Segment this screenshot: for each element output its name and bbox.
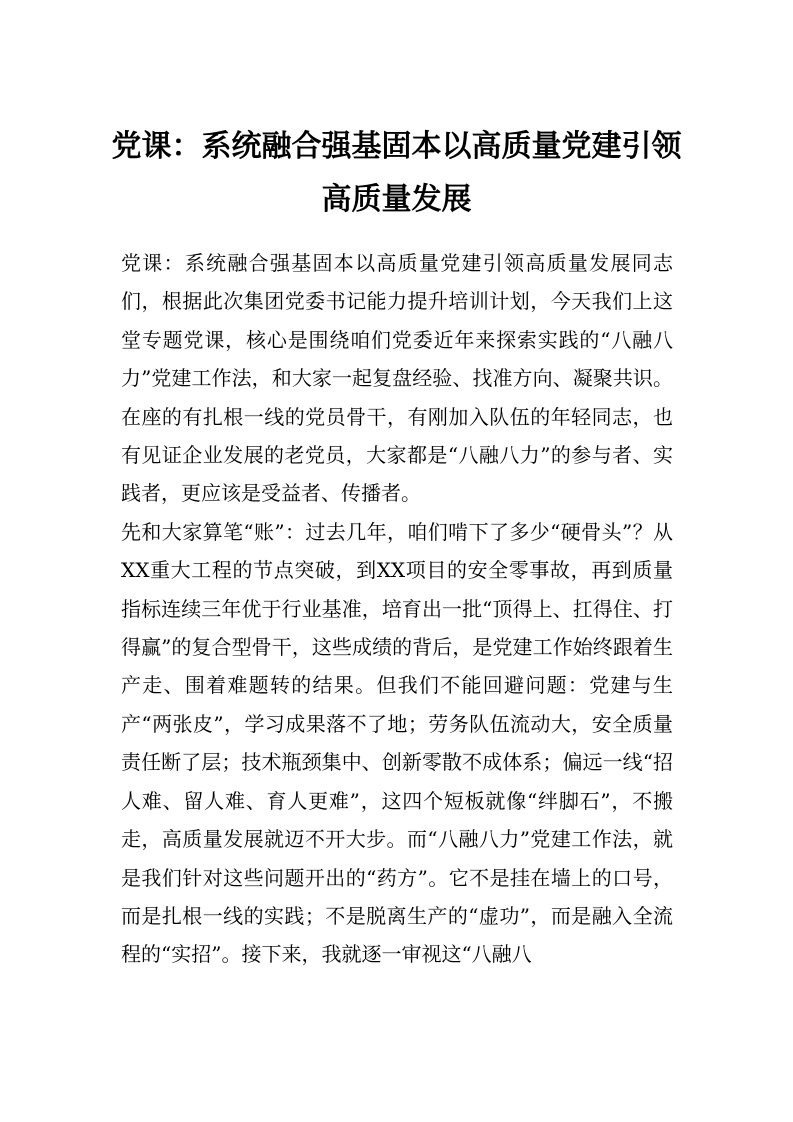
document-title-line-2: 高质量发展 [321,182,472,217]
document-title [100,120,693,226]
body-paragraph-2: 先和大家算笔“账”：过去几年，咱们啃下了多少“硬骨头”？从XX重大工程的节点突破，到XX项目的安全零事故，再到质量指标连续三年优于行业基准，培育出一批“顶得上、扛得住、打得赢”的复合型骨干，这些成绩的背后，是党建工作始终跟着生产走、围着难题转的结果。但我们不能回避问题：党建与生产“两张皮”，学习成果落不了地；劳务队伍流动大，安全质量责任断了层；技术瓶颈集中、创新零散不成体系；偏远一线“招人难、留人难、育人更难”，这四个短板就像“绊脚石”，不搬走，高质量发展就迈不开大步。而“八融八力”党建工作法，就是我们针对这些问题开出的“药方”。它不是挂在墙上的口号，而是扎根一线的实践；不是脱离生产的“虚功”，而是融入全流程的“实招”。接下来，我就逐一审视这“八融八 [121,519,673,967]
body-paragraph-1: 党课：系统融合强基固本以高质量党建引领高质量发展同志们，根据此次集团党委书记能力提升培训计划，今天我们上这堂专题党课，核心是围绕咱们党委近年来探索实践的“八融八力”党建工作法，和大家一起复盘经验、找准方向、凝聚共识。在座的有扎根一线的党员骨干，有刚加入队伍的年轻同志，也有见证企业发展的老党员，大家都是“八融八力”的参与者、实践者，更应该是受益者、传播者。 [121,251,673,506]
document-title-line-1: 党课：系统融合强基固本以高质量党建引领 [111,129,682,164]
document-body [121,244,673,974]
